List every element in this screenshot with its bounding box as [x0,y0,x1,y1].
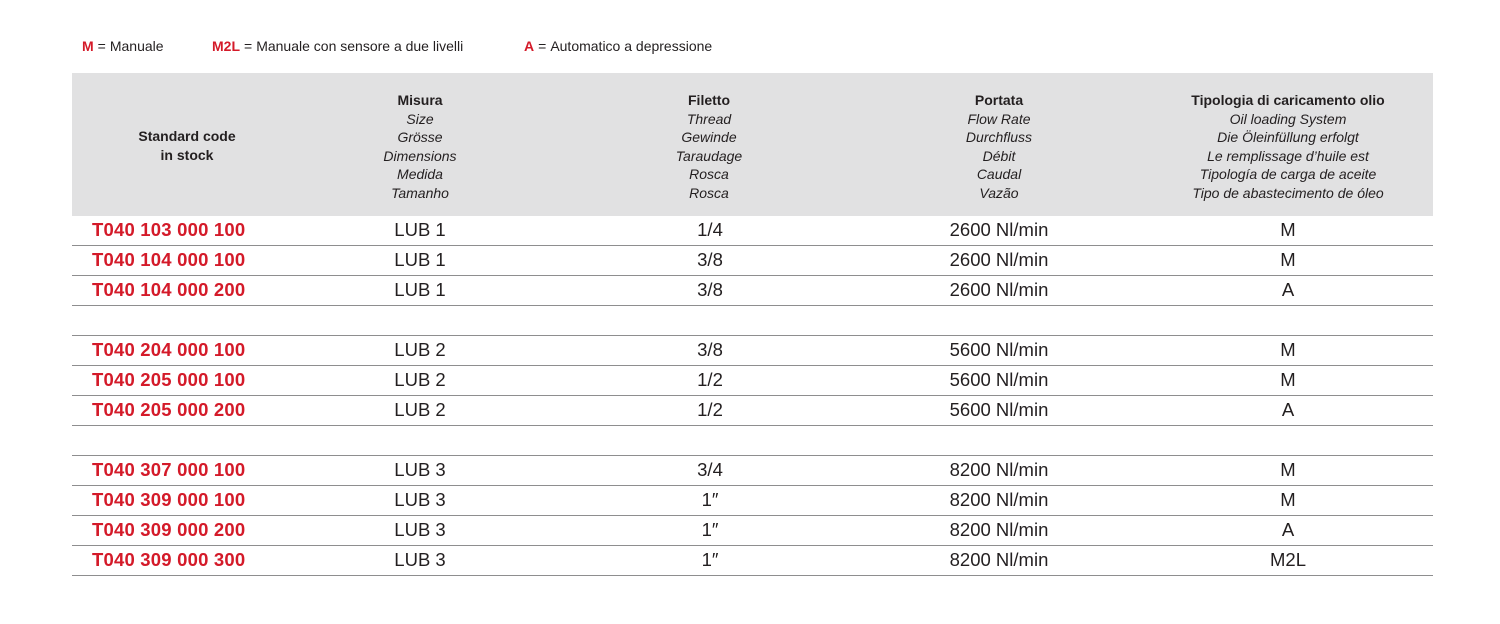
cell-flow: 5600 Nl/min [949,339,1049,360]
cell-size: LUB 3 [394,459,446,480]
header-subtitle: Gewinde [681,129,737,146]
header-subtitle: Tipo de abastecimento de óleo [1192,184,1384,201]
header-subtitle: Caudal [976,166,1022,183]
table-row [72,336,1433,366]
cell-type: M [1280,489,1296,510]
header-subtitle: Débit [982,147,1016,164]
legend-code: M [82,38,94,54]
legend-sep: = [244,38,253,54]
legend-item-manual [82,38,164,54]
table-body [72,216,1433,576]
cell-code: T040 103 000 100 [92,219,246,240]
cell-size: LUB 3 [394,519,446,540]
table-row [72,216,1433,246]
cell-flow: 2600 Nl/min [949,219,1049,240]
header-title: Filetto [688,92,730,108]
cell-thread: 1″ [701,519,719,540]
cell-type: M [1280,369,1296,390]
table-row [72,486,1433,516]
header-subtitle: Size [406,110,434,127]
cell-code: T040 309 000 100 [92,489,246,510]
cell-size: LUB 1 [394,219,446,240]
cell-flow: 8200 Nl/min [949,489,1049,510]
cell-flow: 5600 Nl/min [949,369,1049,390]
table-spacer-row [72,306,1433,336]
cell-code: T040 309 000 300 [92,549,246,570]
header-subtitle: Rosca [689,184,729,201]
cell-size: LUB 3 [394,489,446,510]
cell-size: LUB 3 [394,549,446,570]
table-row [72,366,1433,396]
cell-thread: 3/8 [697,249,723,270]
cell-size: LUB 2 [394,369,446,390]
cell-code: T040 309 000 200 [92,519,246,540]
table-row [72,396,1433,426]
header-title: Portata [974,92,1024,108]
header-flow-rate [899,91,1099,203]
cell-thread: 1/2 [697,399,723,420]
cell-type: M [1280,459,1296,480]
legend-sep: = [97,38,106,54]
cell-code: T040 205 000 200 [92,399,246,420]
table-row [72,516,1433,546]
header-subtitle: Thread [686,110,732,127]
cell-flow: 2600 Nl/min [949,249,1049,270]
cell-size: LUB 1 [394,249,446,270]
cell-thread: 1/4 [697,219,723,240]
cell-thread: 1″ [701,549,719,570]
table-row [72,246,1433,276]
cell-type: M [1280,339,1296,360]
cell-type: M [1280,219,1296,240]
legend-item-manual-two-level [212,38,463,54]
cell-flow: 2600 Nl/min [949,279,1049,300]
header-subtitle: Le remplissage d’huile est [1207,147,1369,164]
header-title: Misura [397,92,443,108]
header-subtitle: Vazão [979,184,1019,201]
cell-code: T040 205 000 100 [92,369,246,390]
header-standard-code [122,127,252,164]
header-size [320,91,520,203]
header-oil-loading [1158,91,1418,203]
header-subtitle: Medida [397,166,443,183]
cell-type: M [1280,249,1296,270]
table-spacer-row [72,426,1433,456]
legend-item-automatic [524,38,712,54]
header-subtitle: Durchfluss [965,129,1033,146]
cell-code: T040 204 000 100 [92,339,246,360]
cell-code: T040 104 000 100 [92,249,246,270]
header-subtitle: Grösse [397,129,443,146]
cell-size: LUB 2 [394,399,446,420]
header-subtitle: Dimensions [383,147,457,164]
cell-thread: 3/4 [697,459,723,480]
cell-thread: 1/2 [697,369,723,390]
header-subtitle: Taraudage [675,147,743,164]
cell-flow: 8200 Nl/min [949,519,1049,540]
table-row [72,456,1433,486]
legend-text: Automatico a depressione [550,38,713,54]
header-title: Tipologia di caricamento olio [1191,92,1385,108]
cell-flow: 8200 Nl/min [949,459,1049,480]
header-subtitle: Rosca [689,166,729,183]
header-thread [609,91,809,203]
header-subtitle: Oil loading System [1229,110,1347,127]
cell-size: LUB 1 [394,279,446,300]
header-code-line: Standard code [138,128,236,144]
table-row [72,276,1433,306]
cell-thread: 1″ [701,489,719,510]
cell-flow: 8200 Nl/min [949,549,1049,570]
header-subtitle: Flow Rate [967,110,1031,127]
header-subtitle: Tipología de carga de aceite [1199,166,1377,183]
cell-type: M2L [1270,549,1306,570]
header-subtitle: Tamanho [391,184,449,201]
header-code-line: in stock [160,146,214,163]
legend-code: M2L [212,38,240,54]
legend-code: A [524,38,535,54]
legend-text: Manuale con sensore a due livelli [256,38,464,54]
table-row [72,546,1433,576]
cell-thread: 3/8 [697,279,723,300]
legend-sep: = [538,38,547,54]
cell-thread: 3/8 [697,339,723,360]
table-header [72,73,1433,216]
product-table [72,73,1433,576]
header-subtitle: Die Öleinfüllung erfolgt [1217,129,1359,146]
cell-size: LUB 2 [394,339,446,360]
cell-type: A [1281,519,1295,540]
legend-text: Manuale [109,38,164,54]
cell-type: A [1281,279,1295,300]
cell-code: T040 307 000 100 [92,459,246,480]
cell-code: T040 104 000 200 [92,279,246,300]
cell-type: A [1281,399,1295,420]
cell-flow: 5600 Nl/min [949,399,1049,420]
